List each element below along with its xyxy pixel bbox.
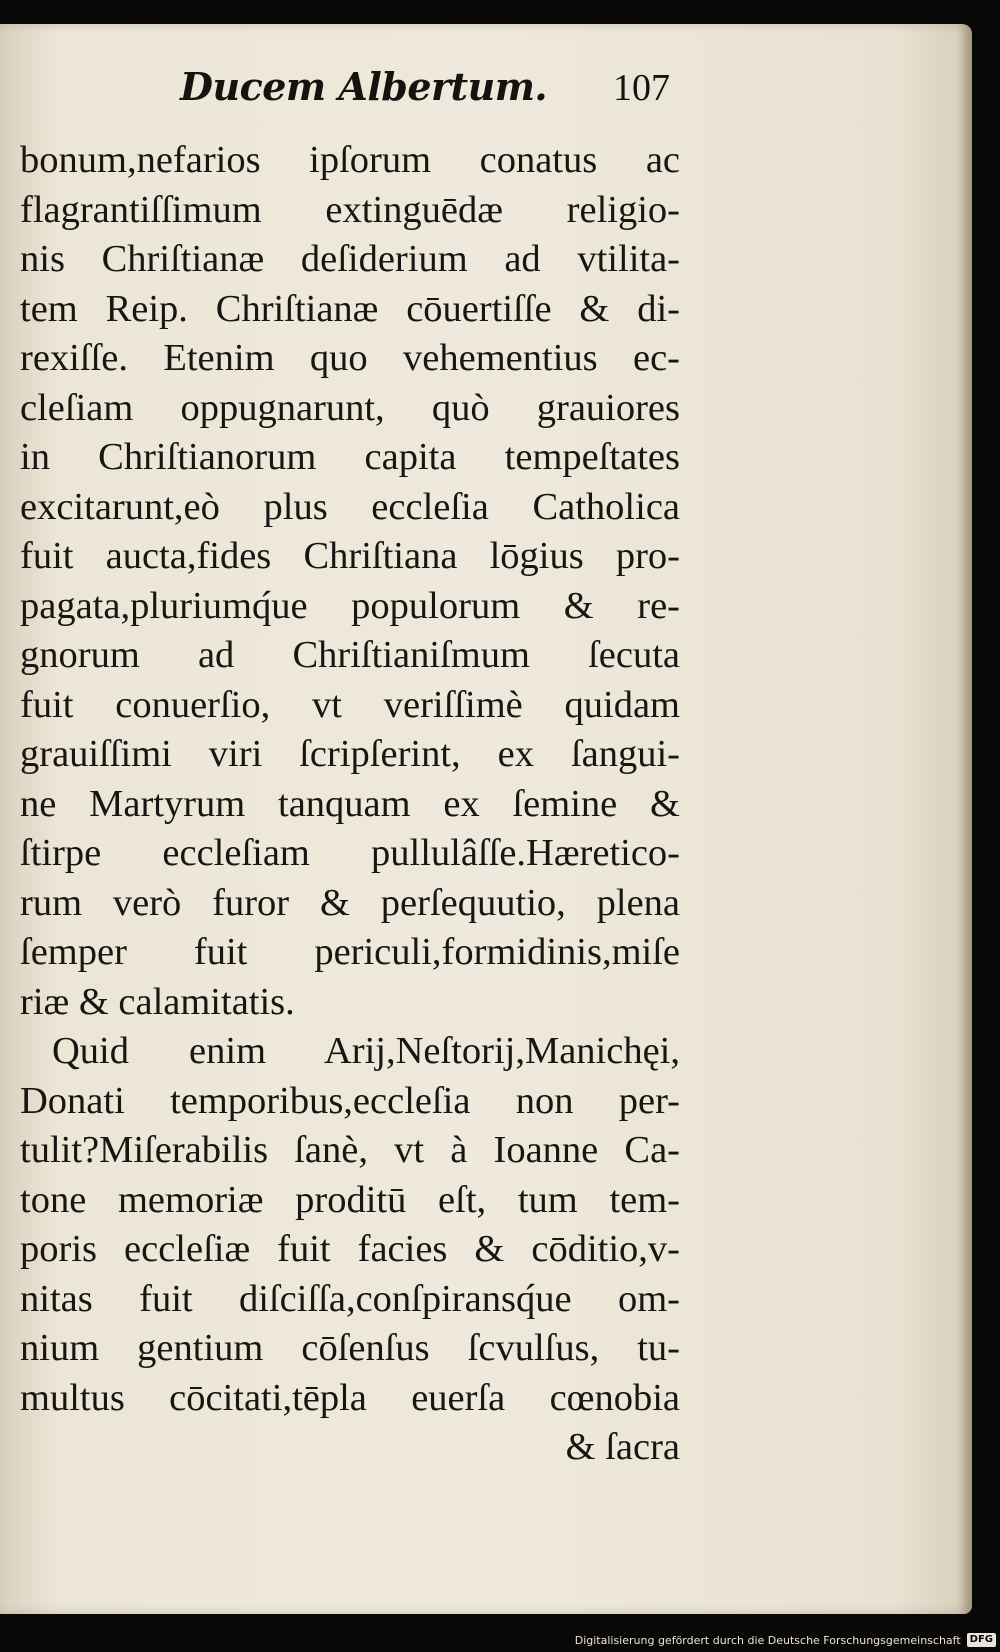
text-line: riæ & calamitatis.	[20, 980, 295, 1023]
digitization-footer	[575, 1628, 1000, 1652]
text-line: fuit aucta,fides Chriſtiana lōgius pro-	[20, 535, 680, 577]
text-line: ſemper fuit periculi,formidinis,miſe	[20, 931, 680, 973]
text-line: tone memoriæ proditū eſt, tum tem-	[20, 1178, 680, 1221]
text-line: cleſiam oppugnarunt, quò grauiores	[20, 386, 680, 429]
dfg-logo-icon: DFG	[967, 1633, 996, 1647]
page-number: 107	[613, 67, 670, 109]
text-line: poris eccleſiæ fuit facies & cōditio,v-	[20, 1228, 680, 1270]
text-line: ſtirpe eccleſiam pullulâſſe.Hæretico-	[20, 832, 680, 874]
text-line: excitarunt,eò plus eccleſia Catholica	[20, 485, 680, 528]
footer-credit: Digitalisierung gefördert durch die Deutsche Forschungsgemeinschaft	[574, 1633, 961, 1647]
text-line: ne Martyrum tanquam ex ſemine &	[20, 782, 680, 825]
running-title: Ducem Albertum.	[180, 64, 548, 109]
text-line: nis Chriſtianæ deſiderium ad vtilita-	[20, 238, 680, 280]
text-line: Quid enim Arij,Neſtorij,Manichęi,	[52, 1030, 680, 1072]
text-line: gnorum ad Chriſtianiſmum ſecuta	[20, 634, 680, 676]
text-line: flagrantiſſimum extinguēdæ religio-	[20, 188, 680, 231]
text-line: in Chriſtianorum capita tempeſtates	[20, 436, 680, 478]
text-line: tem Reip. Chriſtianæ cōuertiſſe & di-	[20, 287, 680, 330]
text-line: fuit conuerſio, vt veriſſimè quidam	[20, 683, 680, 726]
book-page	[0, 24, 972, 1614]
text-line: multus cōcitati,tēpla euerſa cœnobia	[20, 1376, 680, 1419]
text-line: rexiſſe. Etenim quo vehementius ec-	[20, 337, 680, 379]
text-line: tulit?Miſerabilis ſanè, vt à Ioanne Ca-	[20, 1129, 680, 1171]
text-line: nium gentium cōſenſus ſcvulſus, tu-	[20, 1327, 680, 1369]
text-line: grauiſſimi viri ſcripſerint, ex ſangui-	[20, 733, 680, 775]
text-line: pagata,pluriumq́ue populorum & re-	[20, 584, 680, 627]
text-line: bonum,nefarios ipſorum conatus ac	[20, 139, 680, 181]
text-line: rum verò furor & perſequutio, plena	[20, 881, 680, 924]
text-line: Donati temporibus,eccleſia non per-	[20, 1079, 680, 1122]
body-text	[20, 136, 680, 1473]
catchword: & ſacra	[565, 1426, 680, 1468]
text-line: nitas fuit diſciſſa,conſpiransq́ue om-	[20, 1277, 680, 1320]
running-head	[180, 64, 670, 120]
